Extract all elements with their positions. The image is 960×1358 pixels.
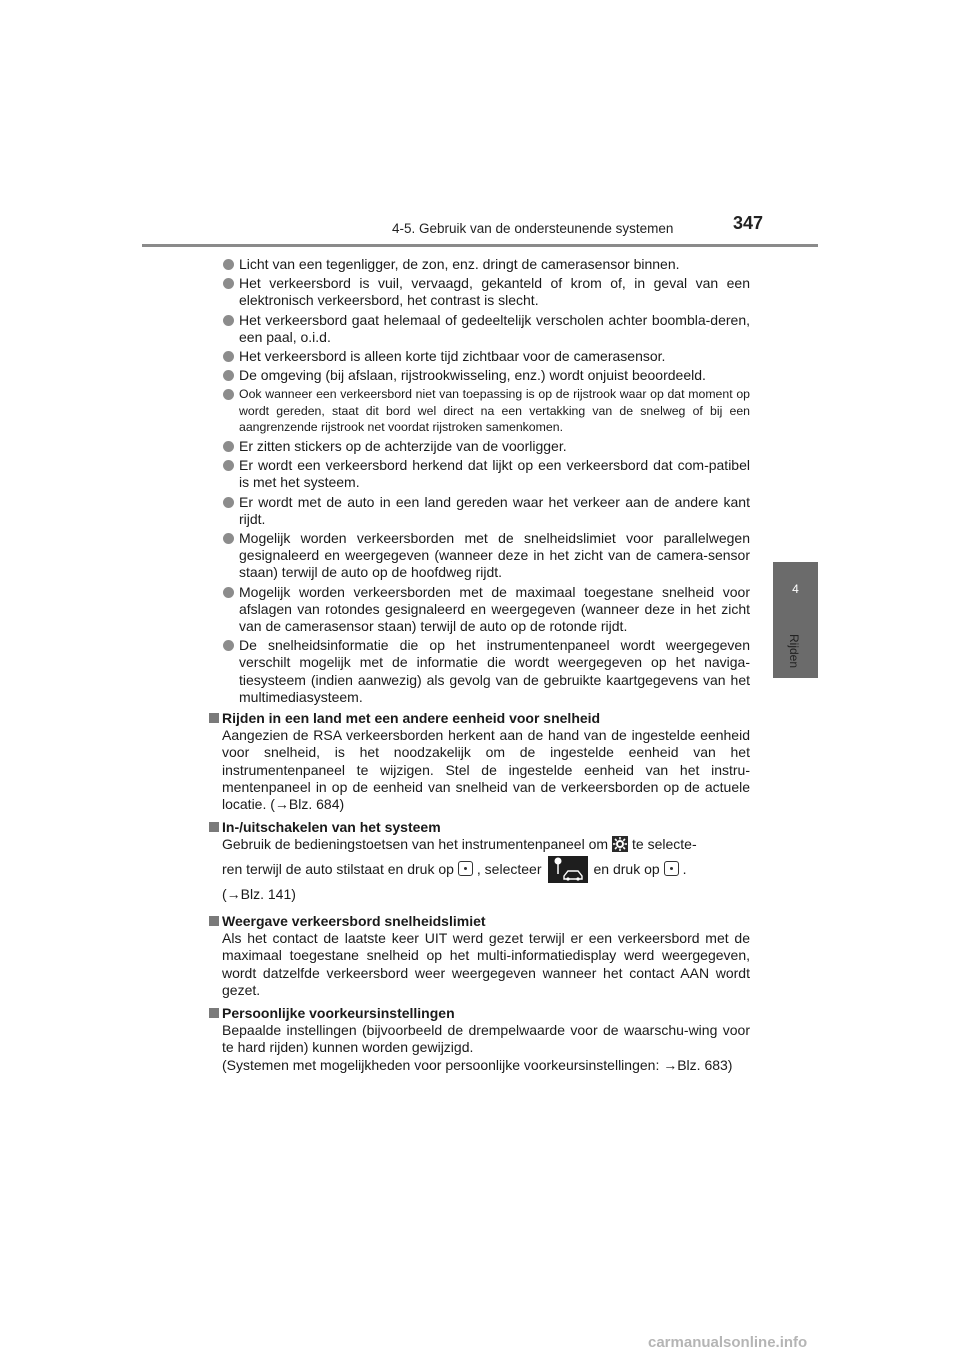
toggle-text-2: te selecte- [632, 836, 697, 853]
content [222, 256, 750, 1074]
bullet-dot-icon [223, 533, 234, 544]
toggle-text-5: en druk op [593, 860, 660, 877]
bullet-dot-icon [223, 640, 234, 651]
bullet-item [222, 256, 750, 273]
section-heading: Rijden in een land met een andere eenheid voor snelheid [222, 709, 601, 726]
bullet-text: Ook wanneer een verkeersbord niet van toepassing is op de rijstrook waar op dat moment op wordt gereden, staat dit bord wel direct na een vertakking van de snelweg of bij een aangrenzende rijstrook net voordat rijstroken samenkomen. [239, 387, 750, 435]
bullet-text: Licht van een tegenligger, de zon, enz. dringt de camerasensor binnen. [239, 256, 680, 272]
bullet-item [222, 367, 750, 384]
bullet-dot-icon [223, 370, 234, 381]
side-tab-label: Rijden [787, 634, 801, 669]
toggle-line-2 [222, 854, 750, 884]
section-display [222, 913, 750, 999]
bullet-dot-icon [223, 315, 234, 326]
bullet-item [222, 386, 750, 436]
bullet-item [222, 637, 750, 706]
bullet-item [222, 348, 750, 365]
rsa-sign-car-icon [548, 856, 588, 883]
bullet-dot-icon [223, 497, 234, 508]
bullet-dot-icon [223, 278, 234, 289]
header-rule [142, 244, 818, 247]
section-body: Bepaalde instellingen (bijvoorbeeld de drempelwaarde voor de waarschu-wing voor te hard rijden) kunnen worden gewijzigd. [222, 1022, 750, 1056]
bullet-item [222, 584, 750, 636]
section-body: Aangezien de RSA verkeersborden herkent aan de hand van de ingestelde eenheid voor snelheid, is het noodzakelijk om de ingestelde eenheid van het instrumentenpaneel te wijzigen. Stel de ingestelde eenheid van het instru-mentenpaneel in op de eenheid van snelheid van de verkeersborden op de actuele locatie. (→Blz. 684) [222, 727, 750, 812]
bullet-item [222, 530, 750, 582]
bullet-dot-icon [223, 259, 234, 270]
page-number: 347 [733, 213, 764, 233]
bullet-item [222, 438, 750, 455]
ok-button-icon [664, 861, 679, 876]
bullet-item [222, 457, 750, 491]
section-heading: Weergave verkeersbord snelheidslimiet [222, 912, 486, 929]
bullet-item [222, 494, 750, 528]
bullet-dot-icon [223, 587, 234, 598]
toggle-text-3: ren terwijl de auto stilstaat en druk op [222, 860, 454, 877]
bullet-text: Er wordt een verkeersbord herkend dat lijkt op een verkeersbord dat com-patibel is met het systeem. [239, 457, 750, 491]
watermark: carmanualsonline.info [648, 1334, 808, 1351]
bullet-dot-icon [223, 351, 234, 362]
header-title: 4-5. Gebruik van de ondersteunende systemen [392, 221, 674, 236]
toggle-text-4: , selecteer [476, 860, 542, 877]
gear-icon [612, 836, 628, 852]
section-marker [209, 713, 219, 723]
bullet-text: Het verkeersbord is alleen korte tijd zichtbaar voor de camerasensor. [239, 348, 666, 365]
section-heading: In-/uitschakelen van het systeem [222, 819, 441, 836]
section-toggle [222, 819, 750, 903]
section-body [222, 836, 750, 903]
bullet-dot-icon [223, 389, 234, 400]
bullet-item [222, 275, 750, 309]
bullet-text: Mogelijk worden verkeersborden met de snelheidslimiet voor parallelwegen gesignaleerd en weergegeven (wanneer deze in het zicht van de camera-sensor staan) terwijl de auto op de hoofdweg rijdt. [239, 529, 750, 581]
bullet-dot-icon [223, 441, 234, 452]
section-body: Als het contact de laatste keer UIT werd gezet terwijl er een verkeersbord met de maximaal toegestane snelheid op het multi-informatiedisplay werd weergegeven, wordt datzelfde verkeersbord weer weergegeven wanneer het contact AAN wordt gezet. [222, 930, 750, 998]
bullet-dot-icon [223, 460, 234, 471]
bullet-text: De snelheidsinformatie die op het instrumentenpaneel wordt weergegeven verschilt mogelijk met de informatie die wordt weergegeven op het naviga-tiesysteem (indien aanwezig) als gevolg van de gebruikte kaartgegevens van het multimediasysteem. [239, 637, 750, 705]
bullet-item [222, 312, 750, 346]
section-marker [209, 916, 219, 926]
bullet-text: Het verkeersbord is vuil, vervaagd, gekanteld of krom of, in geval van een elektronisch verkeersbord, het contrast is slecht. [239, 275, 750, 309]
bullet-text: Het verkeersbord gaat helemaal of gedeeltelijk verscholen achter boombla-deren, een paal, o.i.d. [239, 311, 750, 345]
section-personal [222, 1005, 750, 1074]
toggle-text-1: Gebruik de bedieningstoetsen van het instrumentenpaneel om [222, 836, 609, 853]
toggle-text-7: (→Blz. 141) [222, 885, 296, 902]
ok-button-icon [458, 861, 473, 876]
section-heading: Persoonlijke voorkeursinstellingen [222, 1004, 455, 1021]
bullet-text: Mogelijk worden verkeersborden met de maximaal toegestane snelheid voor afslagen van rotondes gesignaleerd en weergegeven (wanneer deze in het zicht van de camerasensor staan) terwijl de auto op de rotonde rijdt. [239, 583, 750, 634]
bullet-text: Er zitten stickers op de achterzijde van de voorligger. [239, 437, 567, 454]
side-tab-number: 4 [792, 582, 799, 596]
bullet-text: De omgeving (bij afslaan, rijstrookwisseling, enz.) wordt onjuist beoordeeld. [239, 367, 706, 384]
toggle-text-6: . [682, 860, 687, 877]
bullet-text: Er wordt met de auto in een land gereden waar het verkeer aan de andere kant rijdt. [239, 493, 750, 527]
section-body: (Systemen met mogelijkheden voor persoonlijke voorkeursinstellingen: →Blz. 683) [222, 1056, 733, 1073]
section-marker [209, 1008, 219, 1018]
section-marker [209, 822, 219, 832]
bullet-list [222, 256, 750, 706]
section-unit [222, 710, 750, 813]
